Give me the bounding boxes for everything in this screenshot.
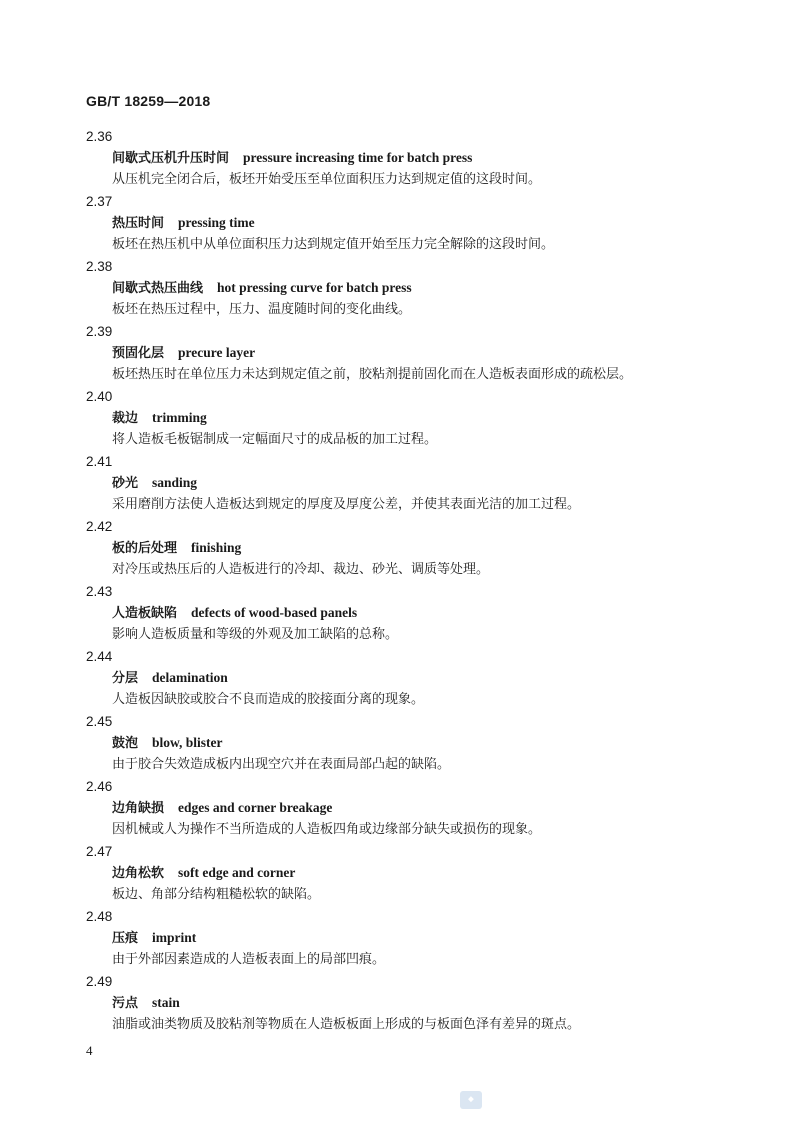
term-chinese: 间歇式热压曲线 [112,281,204,296]
entry-definition: 板边、角部分结构粗糙松软的缺陷。 [112,887,321,902]
entry-definition: 因机械或人为操作不当所造成的人造板四角或边缘部分缺失或损伤的现象。 [112,822,542,837]
entry-definition: 影响人造板质量和等级的外观及加工缺陷的总称。 [112,627,399,642]
term-english: imprint [152,930,197,945]
term-entry-2-39 [86,321,726,386]
entry-definition: 油脂或油类物质及胶粘剂等物质在人造板板面上形成的与板面色泽有差异的斑点。 [112,1017,581,1032]
entry-term [112,667,228,689]
term-chinese: 间歇式压机升压时间 [112,151,230,166]
entry-definition: 由于外部因素造成的人造板表面上的局部凹痕。 [112,952,386,967]
term-entry-2-46 [86,776,726,841]
term-entry-2-48 [86,906,726,971]
entry-definition: 从压机完全闭合后，板坯开始受压至单位面积压力达到规定值的这段时间。 [112,172,542,187]
entry-term [112,342,255,364]
entry-term [112,797,332,819]
term-chinese: 裁边 [112,411,139,426]
term-entry-2-45 [86,711,726,776]
entry-number: 2.37 [86,194,113,209]
entry-number: 2.38 [86,259,113,274]
entry-definition: 将人造板毛板锯制成一定幅面尺寸的成品板的加工过程。 [112,432,438,447]
term-english: soft edge and corner [178,865,296,880]
entry-term [112,992,180,1014]
entry-term [112,537,241,559]
entry-term [112,147,472,169]
entry-term [112,732,223,754]
entry-number: 2.36 [86,129,113,144]
term-english: blow, blister [152,735,223,750]
entry-definition: 板坯在热压过程中，压力、温度随时间的变化曲线。 [112,302,412,317]
term-english: edges and corner breakage [178,800,333,815]
entry-definition: 人造板因缺胶或胶合不良而造成的胶接面分离的现象。 [112,692,425,707]
term-entry-2-40 [86,386,726,451]
term-english: precure layer [178,345,256,360]
entry-definition: 由于胶合失效造成板内出现空穴并在表面局部凸起的缺陷。 [112,757,451,772]
entry-term [112,212,255,234]
term-english: stain [152,995,180,1010]
term-english: trimming [152,410,207,425]
entry-number: 2.43 [86,584,113,599]
term-entry-2-36 [86,126,726,191]
term-chinese: 热压时间 [112,216,165,231]
term-entry-2-41 [86,451,726,516]
term-chinese: 鼓泡 [112,736,139,751]
publisher-watermark-icon: ◆ [460,1091,482,1109]
term-entry-2-49 [86,971,726,1036]
entry-number: 2.39 [86,324,113,339]
entry-term [112,602,357,624]
term-entry-2-38 [86,256,726,321]
term-chinese: 边角松软 [112,866,165,881]
term-english: delamination [152,670,228,685]
term-chinese: 分层 [112,671,139,686]
term-english: hot pressing curve for batch press [217,280,412,295]
page-number: 4 [86,1043,93,1058]
document-code: GB/T 18259—2018 [86,93,211,109]
entry-term [112,927,196,949]
entry-term [112,277,412,299]
term-entry-2-44 [86,646,726,711]
term-chinese: 砂光 [112,476,139,491]
entry-number: 2.41 [86,454,113,469]
term-entries [86,126,726,1036]
term-entry-2-37 [86,191,726,256]
term-english: defects of wood-based panels [191,605,358,620]
term-entry-2-42 [86,516,726,581]
term-english: pressure increasing time for batch press [243,150,473,165]
term-english: pressing time [178,215,255,230]
entry-number: 2.40 [86,389,113,404]
term-chinese: 板的后处理 [112,541,178,556]
entry-definition: 板坯在热压机中从单位面积压力达到规定值开始至压力完全解除的这段时间。 [112,237,555,252]
entry-number: 2.46 [86,779,113,794]
term-chinese: 预固化层 [112,346,165,361]
entry-term [112,407,207,429]
term-entry-2-47 [86,841,726,906]
entry-definition: 对冷压或热压后的人造板进行的冷却、裁边、砂光、调质等处理。 [112,562,490,577]
entry-definition: 采用磨削方法使人造板达到规定的厚度及厚度公差，并使其表面光洁的加工过程。 [112,497,581,512]
entry-number: 2.48 [86,909,113,924]
term-english: finishing [191,540,242,555]
entry-number: 2.49 [86,974,113,989]
entry-number: 2.45 [86,714,113,729]
entry-term [112,862,295,884]
entry-number: 2.44 [86,649,113,664]
term-entry-2-43 [86,581,726,646]
entry-definition: 板坯热压时在单位压力未达到规定值之前，胶粘剂提前固化而在人造板表面形成的疏松层。 [112,367,633,382]
term-chinese: 人造板缺陷 [112,606,178,621]
term-chinese: 压痕 [112,931,139,946]
term-chinese: 边角缺损 [112,801,165,816]
entry-number: 2.47 [86,844,113,859]
entry-term [112,472,197,494]
term-chinese: 污点 [112,996,139,1011]
term-english: sanding [152,475,198,490]
entry-number: 2.42 [86,519,113,534]
